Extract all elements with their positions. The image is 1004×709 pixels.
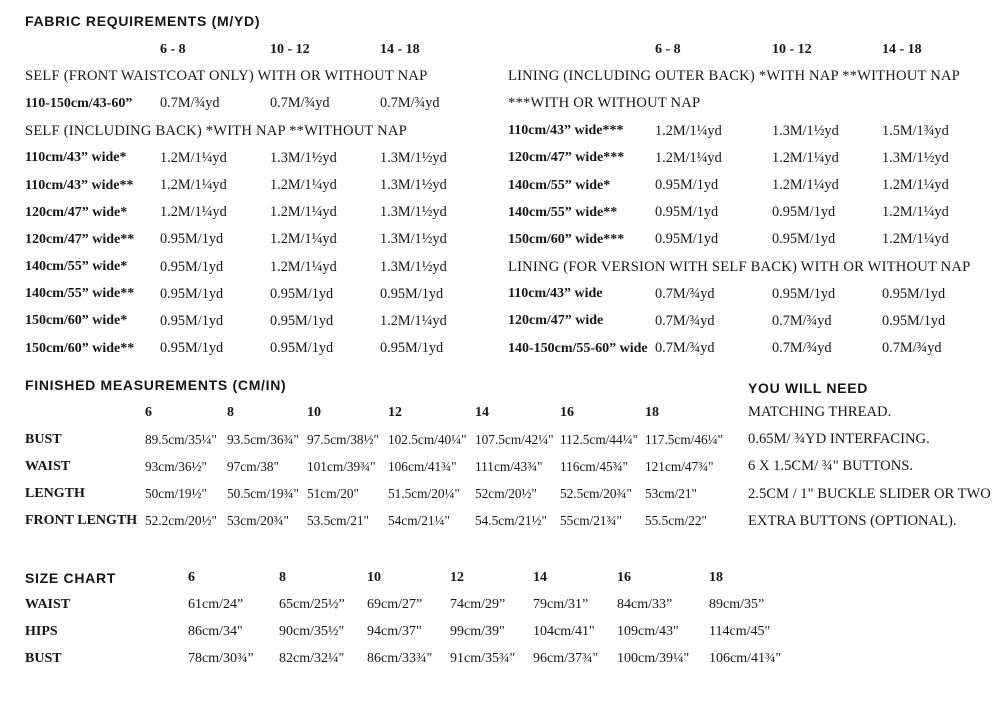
fabric-width-label: 140cm/55” wide* [508,177,611,193]
yardage-value: 0.7M/¾yd [160,95,220,112]
size-chart-data-row [25,646,789,673]
yardage-value: 0.95M/1yd [270,285,334,302]
size-header: 18 [709,569,723,585]
yardage-value: 0.95M/1yd [772,204,836,221]
yardage-value: 0.95M/1yd [160,340,224,357]
finished-measurements-row-label: WAIST [25,458,71,474]
size-header: 6 [188,569,195,585]
measurement-value: 55.5cm/22" [645,513,707,529]
size-header: 12 [388,404,402,420]
you-will-need-panel [748,377,1004,535]
measurement-value: 106cm/41¾" [709,651,782,667]
yardage-value: 1.3M/1½yd [380,231,447,248]
you-will-need-item: 2.5CM / 1" BUCKLE SLIDER OR TWO [748,485,991,502]
measurement-value: 79cm/31” [533,596,589,612]
lining-size-header-row [508,36,1004,63]
size-range-header: 14 - 18 [380,41,420,57]
fabric-width-label: 120cm/47” wide [508,313,604,329]
measurement-value: 121cm/47¾" [645,458,714,474]
finished-measurements-data-row [25,426,748,453]
self-size-header-row [25,36,503,63]
lining-section-row [508,63,1004,90]
self-data-row [25,172,503,199]
size-chart-size-header-row [25,564,789,591]
measurement-value: 52.5cm/20¾" [560,486,632,502]
size-chart-table [25,564,789,673]
size-header: 8 [279,569,286,585]
measurement-value: 93cm/36½" [145,458,207,474]
yardage-value: 0.95M/1yd [772,231,836,248]
fabric-width-label: 150cm/60” wide*** [508,231,625,247]
yardage-value: 1.3M/1½yd [270,149,337,166]
self-data-row [25,145,503,172]
size-header: 16 [617,569,631,585]
size-range-header: 10 - 12 [270,41,310,57]
size-range-header: 14 - 18 [882,41,922,57]
yardage-value: 1.2M/1¼yd [882,204,949,221]
measurement-value: 94cm/37" [367,623,422,639]
you-will-need-title: YOU WILL NEED [748,380,869,396]
lining-data-row [508,226,1004,253]
lining-section-row [508,90,1004,117]
yardage-value: 0.95M/1yd [882,312,946,329]
size-range-header: 10 - 12 [772,41,812,57]
yardage-value: 0.95M/1yd [772,285,836,302]
measurement-value: 50cm/19½" [145,486,207,502]
yardage-value: 1.2M/1¼yd [380,312,447,329]
yardage-value: 0.95M/1yd [160,285,224,302]
yardage-value: 1.2M/1¼yd [882,177,949,194]
measurement-value: 100cm/39¼" [617,651,690,667]
yardage-value: 0.95M/1yd [380,340,444,357]
fabric-requirements-title: FABRIC REQUIREMENTS (M/YD) [25,13,261,29]
measurement-value: 82cm/32¼" [279,651,345,667]
yardage-value: 1.3M/1½yd [380,177,447,194]
measurement-value: 114cm/45" [709,623,771,639]
yardage-value: 1.3M/1½yd [380,204,447,221]
yardage-value: 0.95M/1yd [380,285,444,302]
measurement-value: 107.5cm/42¼" [475,431,554,447]
yardage-value: 1.3M/1½yd [772,122,839,139]
yardage-value: 0.7M/¾yd [772,340,832,357]
finished-measurements-size-header-row [25,399,748,426]
measurement-value: 55cm/21¾" [560,513,622,529]
fabric-width-label: 110cm/43” wide [508,286,603,302]
you-will-need-item: 6 X 1.5CM/ ¾" BUTTONS. [748,458,914,475]
fabric-width-label: 110cm/43” wide** [25,177,134,193]
lining-data-row [508,118,1004,145]
fabric-width-label: 120cm/47” wide* [25,204,128,220]
yardage-value: 0.7M/¾yd [772,312,832,329]
measurement-value: 54.5cm/21½" [475,513,547,529]
yardage-value: 1.2M/1¼yd [270,231,337,248]
measurement-value: 84cm/33” [617,596,673,612]
yardage-value: 0.95M/1yd [882,285,946,302]
self-section-row [25,118,503,145]
yardage-value: 1.5M/1¾yd [882,122,949,139]
yardage-value: 1.2M/1¼yd [655,122,722,139]
measurement-value: 52.2cm/20½" [145,513,217,529]
measurement-value: 111cm/43¾" [475,458,543,474]
lining-data-row [508,335,1004,362]
measurement-value: 117.5cm/46¼" [645,431,724,447]
measurement-value: 91cm/35¾" [450,651,516,667]
measurement-value: 101cm/39¾" [307,458,376,474]
yardage-value: 1.2M/1¼yd [270,204,337,221]
measurement-value: 53cm/20¾" [227,513,289,529]
fabric-width-label: 140-150cm/55-60” wide [508,340,648,356]
measurement-value: 78cm/30¾” [188,651,254,667]
measurement-value: 51cm/20" [307,486,359,502]
self-data-row [25,90,503,117]
lining-data-row [508,281,1004,308]
yardage-value: 1.2M/1¼yd [270,258,337,275]
measurement-value: 96cm/37¾" [533,651,599,667]
fabric-width-label: 110-150cm/43-60” [25,95,133,111]
measurement-value: 97cm/38" [227,458,279,474]
measurement-value: 53cm/21" [645,486,697,502]
finished-measurements-row-label: BUST [25,431,62,447]
measurement-value: 89.5cm/35¼" [145,431,217,447]
measurement-value: 74cm/29” [450,596,506,612]
self-data-row [25,281,503,308]
finished-measurements-table [25,399,748,535]
measurement-value: 69cm/27” [367,596,423,612]
fabric-width-label: 110cm/43” wide*** [508,123,624,139]
yardage-value: 1.3M/1½yd [882,149,949,166]
size-header: 14 [475,404,489,420]
fabric-width-label: 120cm/47” wide*** [508,150,625,166]
you-will-need-list [748,399,1004,535]
yardage-value: 1.2M/1¼yd [882,231,949,248]
measurement-value: 90cm/35½" [279,623,345,639]
you-will-need-item: MATCHING THREAD. [748,404,892,421]
size-range-header: 6 - 8 [160,41,186,57]
size-chart-row-label: BUST [25,651,62,667]
fabric-width-label: 140cm/55” wide* [25,259,128,275]
fabric-width-label: 150cm/60” wide* [25,313,128,329]
measurement-value: 97.5cm/38½" [307,431,379,447]
measurement-value: 53.5cm/21" [307,513,369,529]
measurement-value: 104cm/41" [533,623,595,639]
size-header: 10 [307,404,321,420]
lining-section-heading: LINING (INCLUDING OUTER BACK) *WITH NAP **WITHOUT NAP [508,68,961,85]
size-chart-data-row [25,618,789,645]
yardage-value: 0.95M/1yd [655,204,719,221]
size-chart-row-label: HIPS [25,623,58,639]
yardage-value: 0.95M/1yd [160,258,224,275]
lining-section-heading: ***WITH OR WITHOUT NAP [508,95,701,112]
size-chart-row-label: WAIST [25,596,71,612]
lining-data-row [508,172,1004,199]
self-section-row [25,63,503,90]
self-data-row [25,308,503,335]
fabric-table-self [25,36,503,362]
self-data-row [25,199,503,226]
lining-section-row [508,254,1004,281]
measurement-value: 99cm/39" [450,623,505,639]
lining-data-row [508,199,1004,226]
lining-data-row [508,145,1004,172]
size-header: 14 [533,569,547,585]
self-data-row [25,254,503,281]
fabric-table-lining [508,36,1004,362]
yardage-value: 0.95M/1yd [160,312,224,329]
measurement-value: 106cm/41¾" [388,458,457,474]
yardage-value: 1.3M/1½yd [380,258,447,275]
finished-measurements-data-row [25,453,748,480]
yardage-value: 1.2M/1¼yd [772,177,839,194]
yardage-value: 0.7M/¾yd [380,95,440,112]
yardage-value: 0.95M/1yd [655,177,719,194]
fabric-width-label: 110cm/43” wide* [25,150,127,166]
self-section-heading: SELF (FRONT WAISTCOAT ONLY) WITH OR WITHOUT NAP [25,68,428,85]
yardage-value: 0.95M/1yd [270,312,334,329]
you-will-need-item: 0.65M/ ¾YD INTERFACING. [748,431,930,448]
finished-measurements-row-label: LENGTH [25,486,85,502]
finished-measurements-row-label: FRONT LENGTH [25,513,138,529]
size-header: 10 [367,569,381,585]
size-range-header: 6 - 8 [655,41,681,57]
measurement-value: 61cm/24” [188,596,244,612]
yardage-value: 1.3M/1½yd [380,149,447,166]
yardage-value: 1.2M/1¼yd [160,149,227,166]
yardage-value: 0.7M/¾yd [655,340,715,357]
size-header: 12 [450,569,464,585]
lining-data-row [508,308,1004,335]
fabric-width-label: 140cm/55” wide** [25,286,135,302]
yardage-value: 0.95M/1yd [160,231,224,248]
yardage-value: 1.2M/1¼yd [160,204,227,221]
size-header: 18 [645,404,659,420]
you-will-need-item: EXTRA BUTTONS (OPTIONAL). [748,512,957,529]
size-chart-data-row [25,591,789,618]
yardage-value: 1.2M/1¼yd [655,149,722,166]
yardage-value: 0.95M/1yd [655,231,719,248]
fabric-width-label: 120cm/47” wide** [25,231,135,247]
measurement-value: 65cm/25½” [279,596,345,612]
self-data-row [25,335,503,362]
finished-measurements-data-row [25,481,748,508]
size-header: 8 [227,404,234,420]
self-section-heading: SELF (INCLUDING BACK) *WITH NAP **WITHOUT NAP [25,122,407,139]
size-header: 16 [560,404,574,420]
measurement-value: 93.5cm/36¾" [227,431,299,447]
size-header: 6 [145,404,152,420]
fabric-width-label: 150cm/60” wide** [25,340,135,356]
finished-measurements-data-row [25,508,748,535]
measurement-value: 52cm/20½" [475,486,537,502]
yardage-value: 1.2M/1¼yd [160,177,227,194]
measurement-value: 89cm/35” [709,596,765,612]
yardage-value: 0.7M/¾yd [655,285,715,302]
measurement-value: 112.5cm/44¼" [560,431,639,447]
self-data-row [25,226,503,253]
measurement-value: 102.5cm/40¼" [388,431,467,447]
measurement-value: 116cm/45¾" [560,458,629,474]
yardage-value: 1.2M/1¼yd [772,149,839,166]
yardage-value: 0.7M/¾yd [270,95,330,112]
measurement-value: 51.5cm/20¼" [388,486,460,502]
measurement-value: 109cm/43" [617,623,679,639]
finished-measurements-title: FINISHED MEASUREMENTS (CM/IN) [25,377,287,393]
yardage-value: 0.7M/¾yd [655,312,715,329]
lining-section-heading: LINING (FOR VERSION WITH SELF BACK) WITH OR WITHOUT NAP [508,258,971,275]
yardage-value: 0.95M/1yd [270,340,334,357]
yardage-value: 0.7M/¾yd [882,340,942,357]
fabric-width-label: 140cm/55” wide** [508,204,618,220]
measurement-value: 86cm/33¾" [367,651,433,667]
size-chart-title: SIZE CHART [25,569,116,586]
measurement-value: 50.5cm/19¾" [227,486,299,502]
measurement-value: 54cm/21¼" [388,513,450,529]
measurement-value: 86cm/34" [188,623,243,639]
yardage-value: 1.2M/1¼yd [270,177,337,194]
